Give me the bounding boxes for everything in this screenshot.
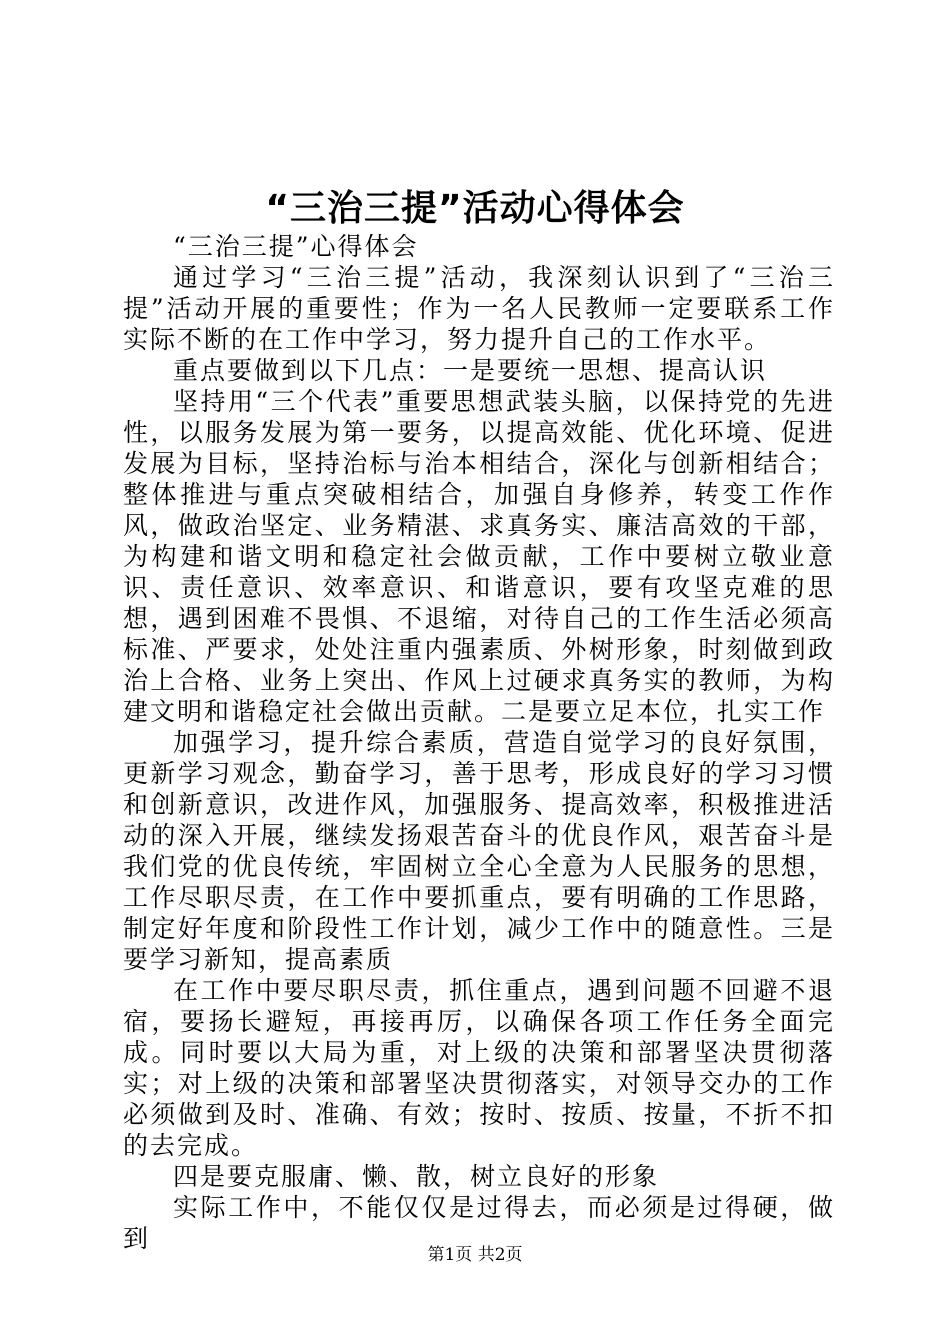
paragraph: 加强学习，提升综合素质，营造自觉学习的良好氛围，更新学习观念，勤奋学习，善于思考，形成良好的学习习惯和创新意识，改进作风，加强服务、提高效率，积极推进活动的深入开展，继续发扬艰苦奋斗的优良作风，艰苦奋斗是我们党的优良传统，牢固树立全心全意为人民服务的思想，工作尽职尽责，在工作中要抓重点，要有明确的工作思路，制定好年度和阶段性工作计划，减少工作中的随意性。三是要学习新知，提高素质 [123, 728, 835, 974]
paragraph: 重点要做到以下几点：一是要统一思想、提高认识 [173, 356, 768, 385]
paragraph: 坚持用“三个代表”重要思想武装头脑，以保持党的先进性，以服务发展为第一要务，以提高效能、优化环境、促进发展为目标，坚持治标与治本相结合，深化与创新相结合；整体推进与重点突破相结合，加强自身修养，转变工作作风，做政治坚定、业务精湛、求真务实、廉洁高效的干部，为构建和谐文明和稳定社会做贡献，工作中要树立敬业意识、责任意识、效率意识、和谐意识，要有攻坚克难的思想，遇到困难不畏惧、不退缩，对待自己的工作生活必须高标准、严要求，处处注重内强素质、外树形象，时刻做到政治上合格、业务上突出、作风上过硬求真务实的教师，为构建文明和谐稳定社会做出贡献。二是要立足本位，扎实工作 [123, 387, 835, 726]
paragraph-subtitle: “三治三提”心得体会 [173, 232, 419, 261]
page-title: “三治三提”活动心得体会 [265, 188, 685, 229]
document-body [123, 231, 835, 1254]
paragraph: 四是要克服庸、懒、散，树立良好的形象 [173, 1162, 660, 1191]
paragraph: 通过学习“三治三提”活动，我深刻认识到了“三治三提”活动开展的重要性；作为一名人民教师一定要联系工作实际不断的在工作中学习，努力提升自己的工作水平。 [123, 263, 835, 354]
page-footer: 第1页 共2页 [427, 1245, 523, 1265]
paragraph: 实际工作中，不能仅仅是过得去，而必须是过得硬，做到 [123, 1193, 835, 1253]
paragraph: 在工作中要尽职尽责，抓住重点，遇到问题不回避不退宿，要扬长避短，再接再厉，以确保各项工作任务全面完成。同时要以大局为重，对上级的决策和部署坚决贯彻落实；对上级的决策和部署坚决贯彻落实，对领导交办的工作必须做到及时、准确、有效；按时、按质、按量，不折不扣的去完成。 [123, 976, 835, 1160]
